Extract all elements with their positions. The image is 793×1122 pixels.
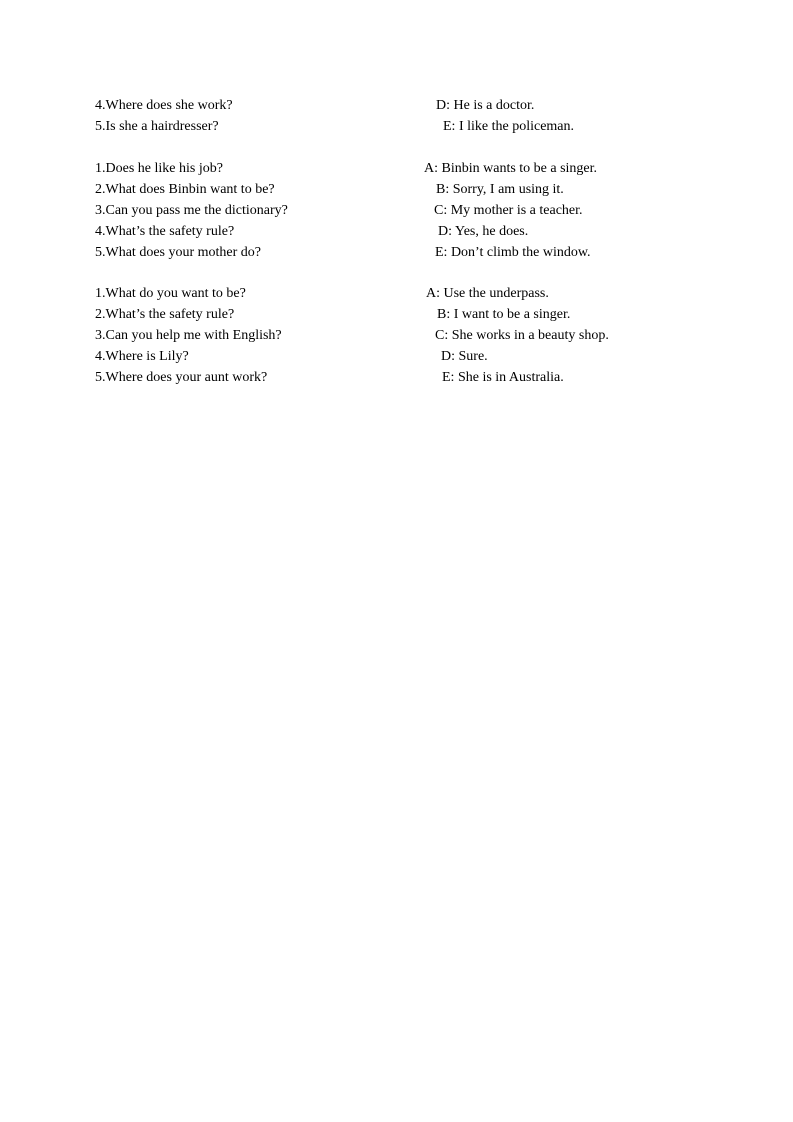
question-line: 4.What’s the safety rule? <box>95 224 235 239</box>
answer-line: B: I want to be a singer. <box>437 307 571 322</box>
question-line: 2.What does Binbin want to be? <box>95 182 275 197</box>
question-line: 5.Where does your aunt work? <box>95 370 268 385</box>
question-line: 3.Can you pass me the dictionary? <box>95 203 288 218</box>
answer-line: A: Binbin wants to be a singer. <box>424 161 598 176</box>
answer-line: E: I like the policeman. <box>443 119 575 134</box>
question-line: 4.Where is Lily? <box>95 349 189 364</box>
answer-line: E: She is in Australia. <box>442 370 564 385</box>
answer-line: D: He is a doctor. <box>436 98 535 113</box>
answer-line: C: My mother is a teacher. <box>434 203 583 218</box>
question-line: 1.Does he like his job? <box>95 161 223 176</box>
question-line: 4.Where does she work? <box>95 98 233 113</box>
question-line: 3.Can you help me with English? <box>95 328 282 343</box>
question-line: 5.Is she a hairdresser? <box>95 119 219 134</box>
question-line: 1.What do you want to be? <box>95 286 246 301</box>
answer-line: C: She works in a beauty shop. <box>435 328 609 343</box>
answer-line: D: Sure. <box>441 349 488 364</box>
answer-line: D: Yes, he does. <box>438 224 529 239</box>
answer-line: A: Use the underpass. <box>426 286 549 301</box>
answer-line: E: Don’t climb the window. <box>435 245 591 260</box>
question-line: 5.What does your mother do? <box>95 245 262 260</box>
answer-line: B: Sorry, I am using it. <box>436 182 564 197</box>
question-line: 2.What’s the safety rule? <box>95 307 235 322</box>
